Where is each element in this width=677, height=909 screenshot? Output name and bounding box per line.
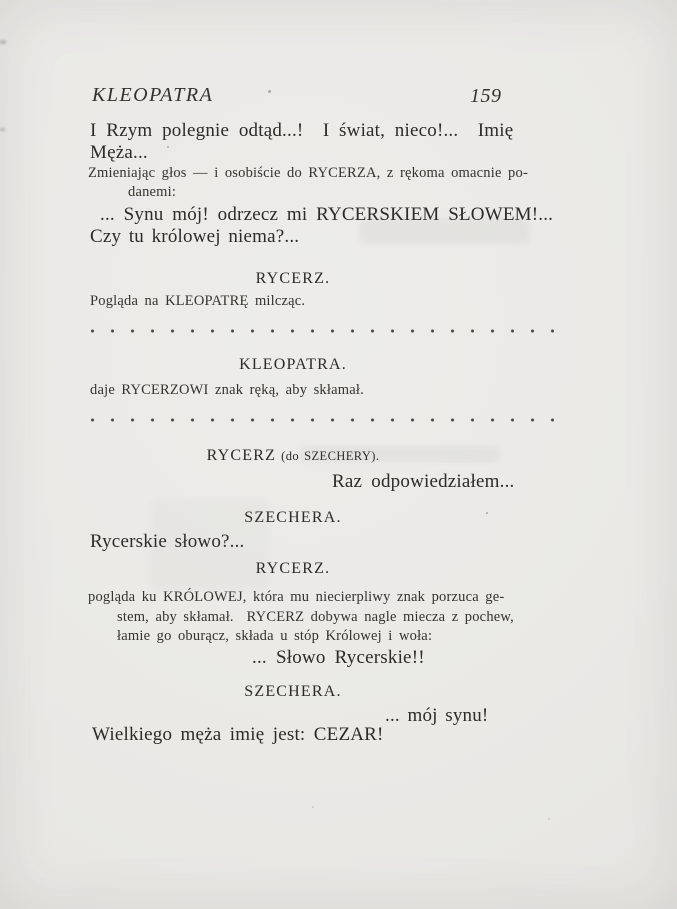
dialogue-line: ... Słowo Rycerskie!! [252,647,425,668]
page-edge-mark [0,128,5,131]
running-head-page-number: 159 [470,85,502,107]
scan-speck [486,512,488,514]
running-head-title: KLEOPATRA [92,84,214,106]
page-edge-mark [0,40,6,44]
dialogue-line: Rycerskie słowo?... [90,531,245,552]
scan-speck [548,818,550,820]
stage-direction-line: danemi: [128,184,177,200]
dialogue-line: ... mój synu! [385,705,489,726]
speaker-heading: RYCERZ. [255,270,331,287]
speaker-heading: RYCERZ. [255,560,331,577]
bleedthrough-smudge [300,446,500,462]
dialogue-line: I Rzym polegnie odtąd...! I świat, nieco!... Imię [90,120,514,141]
scan-speck [268,90,271,93]
bleedthrough-smudge [150,500,270,590]
speaker-heading: KLEOPATRA. [239,356,347,373]
dialogue-line: Męża... [90,142,148,163]
stage-direction-line: Zmieniając głos — i osobiście do RYCERZA, z rękoma omacnie po- [88,165,528,181]
dotted-rule [90,417,566,423]
speaker-heading: SZECHERA. [244,683,342,700]
bleedthrough-smudge [360,218,530,244]
scan-speck [312,806,314,808]
stage-direction-line: pogląda ku KRÓLOWEJ, która mu niecierpliwy znak porzuca ge- [88,589,505,605]
dialogue-line: Raz odpowiedziałem... [332,471,515,492]
stage-direction-line: łamie go oburącz, składa u stóp Królowej i woła: [117,628,433,644]
scan-speck [167,146,169,148]
speaker-name: RYCERZ [206,447,277,464]
speaker-annotation: (do SZECHERY). [276,449,380,463]
stage-direction-line: daje RYCERZOWI znak ręką, aby skłamał. [90,382,364,398]
stage-direction-line: stem, aby skłamał. RYCERZ dobywa nagle miecza z pochew, [117,609,514,625]
dialogue-line: Wielkiego męża imię jest: CEZAR! [92,724,384,745]
dialogue-line: ... Synu mój! odrzecz mi RYCERSKIEM SŁOWEM!... [100,204,554,225]
dotted-rule [90,328,566,334]
stage-direction-line: Pogląda na KLEOPATRĘ milcząc. [90,293,306,309]
speaker-heading: SZECHERA. [244,509,342,526]
dialogue-line: Czy tu królowej niema?... [90,226,300,247]
